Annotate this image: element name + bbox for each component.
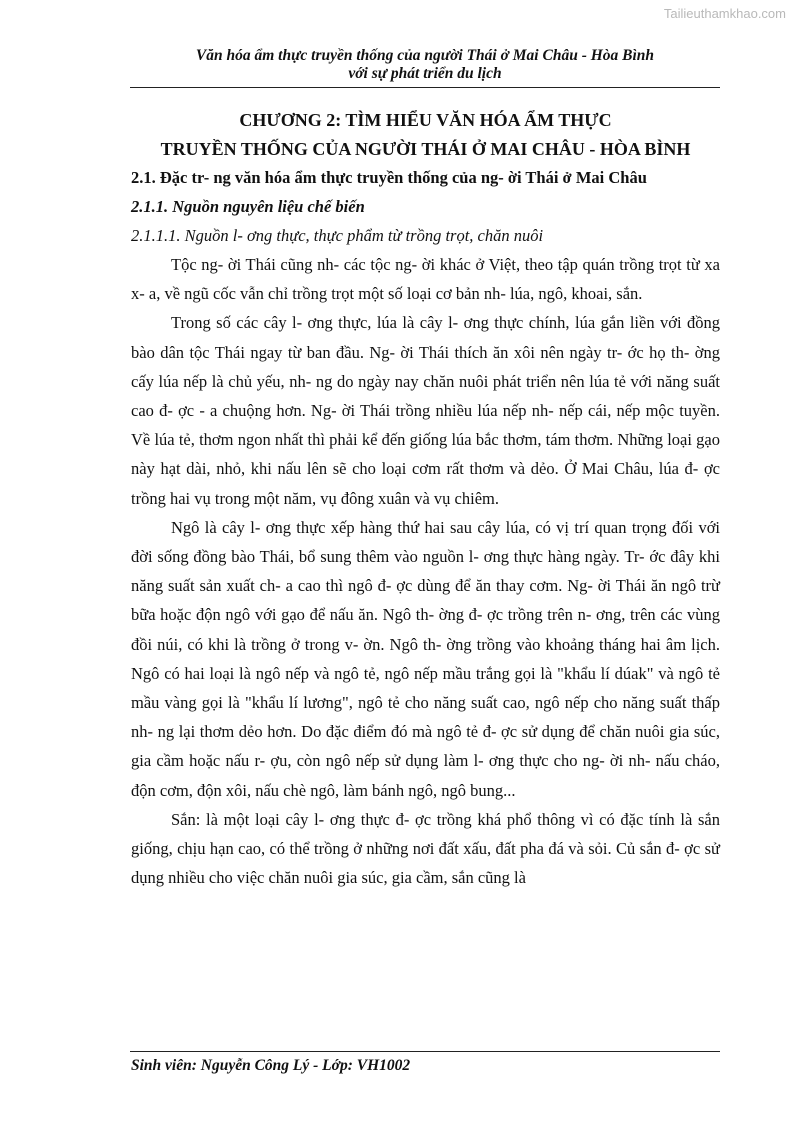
running-footer: Sinh viên: Nguyễn Công Lý - Lớp: VH1002 [131, 1057, 411, 1074]
chapter-title-line-1: CHƯƠNG 2: TÌM HIỂU VĂN HÓA ẨM THỰC [239, 110, 612, 130]
paragraph: Sắn: là một loại cây l- ơng thực đ- ợc trồng khá phổ thông vì có đặc tính là sắn giống, chịu hạn cao, có thể trồng ở những nơi đất xấu, đất pha đá và sỏi. Củ sắn đ- ợc sử dụng nhiều cho việc chăn nuôi gia súc, gia cầm, sắn cũng là [131, 809, 720, 888]
paragraph: Ngô là cây l- ơng thực xếp hàng thứ hai sau cây lúa, có vị trí quan trọng đối với đời sống đồng bào Thái, bổ sung thêm vào nguồn l- ơng thực hàng ngày. Tr- ớc đây khi năng suất sản xuất ch- a cao thì ngô đ- ợc dùng để ăn thay cơm. Ng- ời Thái ăn ngô trừ bữa hoặc độn ngô với gạo để nấu ăn. Ngô th- ờng đ- ợc trồng trên n- ơng, trên các vùng đồi núi, có khi là trồng ở trong v- ờn. Ngô th- ờng trồng vào khoảng tháng hai âm lịch. Ngô có hai loại là ngô nếp và ngô tẻ, ngô nếp mầu trắng gọi là "khẩu lí dúak" và ngô tẻ mầu vàng gọi là "khẩu lí lương", ngô tẻ cho năng suất cao, ngô nếp cho năng suất thấp nh- ng lại thơm dẻo hơn. Do đặc điểm đó mà ngô tẻ đ- ợc sử dụng để chăn nuôi gia súc, gia cầm hoặc nấu r- ợu, còn ngô nếp sử dụng làm l- ơng thực cho ng- ời nh- nấu cháo, độn cơm, độn xôi, nấu chè ngô, làm bánh ngô, ngô bung... [131, 517, 720, 800]
watermark: Tailieuthamkhao.com [663, 6, 786, 21]
subsection-heading: 2.1.1. Nguồn nguyên liệu chế biến [131, 197, 365, 216]
paragraph: Tộc ng- ời Thái cũng nh- các tộc ng- ời khác ở Việt, theo tập quán trồng trọt từ xa x- a, về ngũ cốc vẫn chỉ trồng trọt một số loại cơ bản nh- lúa, ngô, khoai, sắn. [131, 255, 720, 304]
footer-rule [130, 1051, 720, 1052]
header-line-1: Văn hóa ẩm thực truyền thống của người Thái ở Mai Châu - Hòa Bình [195, 47, 655, 64]
page-body [131, 106, 720, 892]
header-rule [130, 87, 720, 88]
subsubsection-heading: 2.1.1.1. Nguồn l- ơng thực, thực phẩm từ trồng trọt, chăn nuôi [131, 226, 544, 245]
header-line-2: với sự phát triển du lịch [348, 65, 502, 82]
running-header [130, 47, 720, 83]
section-heading: 2.1. Đặc tr- ng văn hóa ẩm thực truyền thống của ng- ời Thái ở Mai Châu [131, 168, 647, 187]
chapter-title-line-2: TRUYỀN THỐNG CỦA NGƯỜI THÁI Ở MAI CHÂU - HÒA BÌNH [160, 139, 691, 159]
paragraph: Trong số các cây l- ơng thực, lúa là cây l- ơng thực chính, lúa gắn liền với đồng bào dân tộc Thái ngay từ ban đầu. Ng- ời Thái thích ăn xôi nên ngày tr- ớc họ th- ờng cấy lúa nếp là chủ yếu, nh- ng do ngày nay chăn nuôi phát triển nên lúa tẻ với năng suất cao đ- ợc - a chuộng hơn. Ng- ời Thái trồng nhiều lúa nếp nh- nếp cái, nếp mộc tuyền. Về lúa tẻ, thơm ngon nhất thì phải kể đến giống lúa bắc thơm, tám thơm. Những loại gạo này hạt dài, nhỏ, khi nấu lên sẽ cho loại cơm rất thơm và dẻo. Ở Mai Châu, lúa đ- ợc trồng hai vụ trong một năm, vụ đông xuân và vụ chiêm. [131, 313, 720, 508]
